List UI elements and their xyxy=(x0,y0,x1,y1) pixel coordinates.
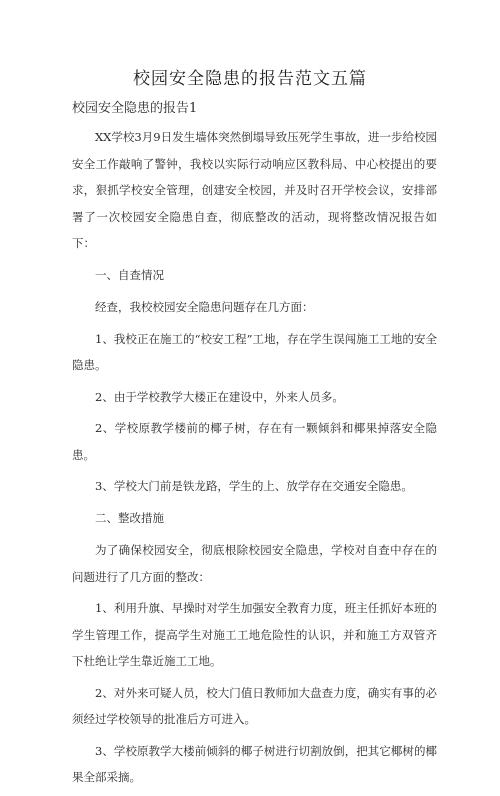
list-item: 2、对外来可疑人员，校大门值日教师加大盘查力度，确实有事的必须经过学校领导的批准后方可进入。 xyxy=(72,685,437,726)
list-item: 2、由于学校教学大楼正在建设中，外来人员多。 xyxy=(95,389,344,404)
list-item: 3、学校原教学大楼前倾斜的椰子树进行切割放倒，把其它椰树的椰果全部采摘。 xyxy=(72,743,437,784)
paragraph-intro: XX学校3月9日发生墙体突然倒塌导致压死学生事故，进一步给校园安全工作敲响了警钟，我校以实际行动响应区教科局、中心校提出的要求，狠抓学校安全管理，创建安全校园，并及时召开学校会议，安排部署了一次校园安全隐患自查，彻底整改的活动，现将整改情况报告如下： xyxy=(72,130,437,250)
document-title: 校园安全隐患的报告范文五篇 xyxy=(133,69,367,89)
list-item: 1、我校正在施工的“校安工程”工地，存在学生误闯施工工地的安全隐患。 xyxy=(72,331,437,372)
document-body xyxy=(72,124,437,796)
section-heading-self-check: 一、自查情况 xyxy=(95,267,164,282)
list-item: 1、利用升旗、早操时对学生加强安全教育力度，班主任抓好本班的学生管理工作，提高学生对施工工地危险性的认识，并和施工方双管齐下杜绝让学生靠近施工工地。 xyxy=(72,601,437,668)
list-item: 2、学校原教学楼前的椰子树，存在有一颗倾斜和椰果掉落安全隐患。 xyxy=(72,421,437,462)
report-subtitle: 校园安全隐患的报告1 xyxy=(72,101,198,116)
section-heading-rectification: 二、整改措施 xyxy=(95,510,164,525)
list-item: 3、学校大门前是铁龙路，学生的上、放学存在交通安全隐患。 xyxy=(95,479,413,493)
paragraph-findings-intro: 经查，我校校园安全隐患问题存在几方面： xyxy=(95,300,314,314)
paragraph-rectification-intro: 为了确保校园安全，彻底根除校园安全隐患，学校对自查中存在的问题进行了几方面的整改： xyxy=(72,543,437,584)
